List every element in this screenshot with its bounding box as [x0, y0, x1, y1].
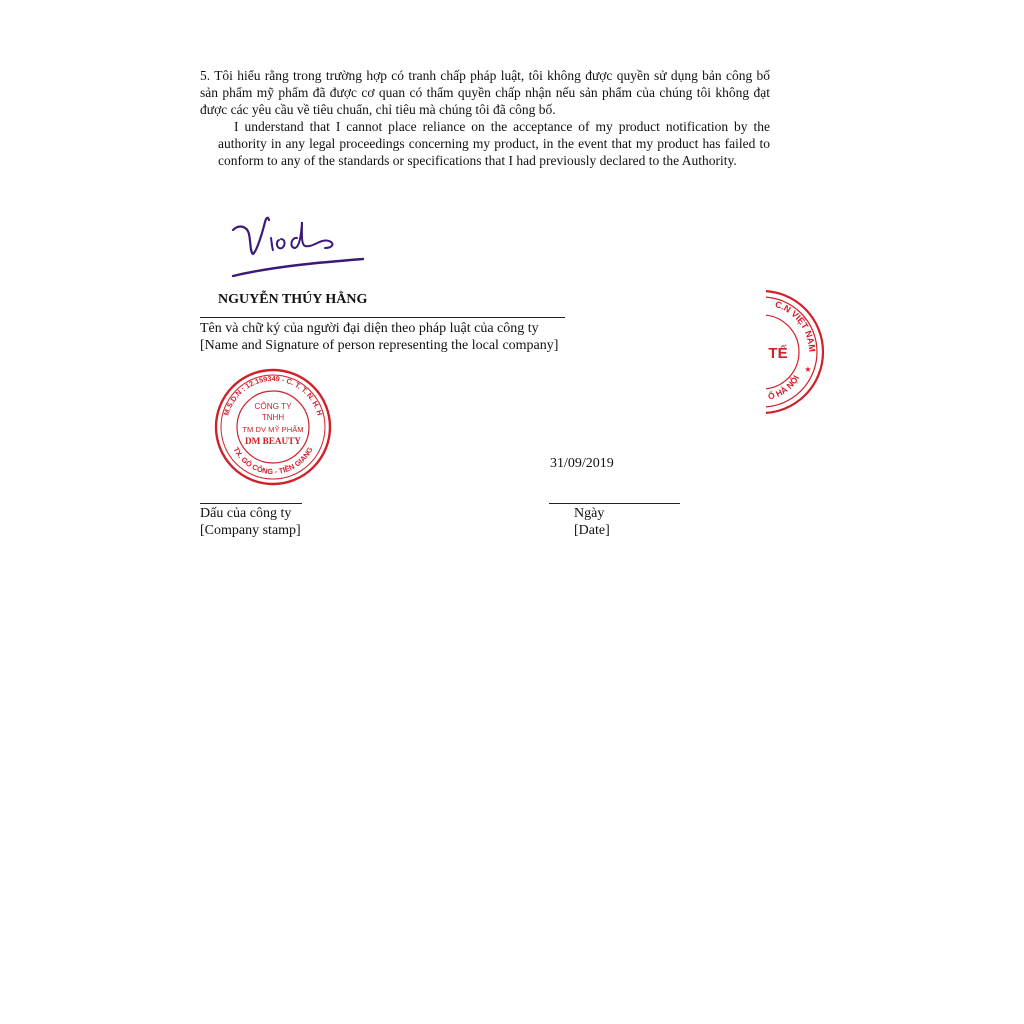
stamp-label-vi: Dấu của công ty [200, 506, 292, 521]
date-label-vi: Ngày [574, 506, 605, 521]
partial-stamp [766, 286, 826, 418]
clause-vi-text: Tôi hiểu rằng trong trường hợp có tranh chấp pháp luật, tôi không được quyền sử dụng bản công bố sản phẩm mỹ phẩm đã được cơ quan có thẩm quyền chấp nhận nếu sản phẩm của chúng tôi không đạt được các yêu cầu về tiêu chuẩn, chỉ tiêu mà chúng tôi đã công bố. [200, 68, 770, 117]
signature-line [200, 317, 565, 318]
signatory-label-vi: Tên và chữ ký của người đại diện theo pháp luật của công ty [200, 321, 539, 336]
signatory-label-en: [Name and Signature of person representing the local company] [200, 338, 559, 353]
star-icon: ★ [804, 365, 812, 374]
clause-number: 5. [200, 68, 211, 83]
stamp-line [200, 503, 302, 504]
stamp-line-2: TNHH [261, 413, 285, 422]
clause-en-paragraph: I understand that I cannot place reliance on the acceptance of my product notification by the authority in any legal proceedings concerning my product, in the event that my product has failed to conform to any of the standards or specifications that I had previously declared to the Authority. [218, 119, 770, 168]
stamp-ring-text: M.S.D.N : 12.159349 - C. T. T. N. H. H [221, 373, 325, 417]
clause-vi-paragraph [200, 68, 770, 118]
partial-stamp-center-text: TẾ [768, 345, 788, 362]
signatory-name: NGUYỄN THÚY HẰNG [218, 292, 368, 307]
stamp-line-3: TM DV MỸ PHẨM [242, 425, 304, 434]
date-value: 31/09/2019 [550, 456, 614, 471]
stamp-line-1: CÔNG TY [254, 402, 292, 411]
date-line [549, 503, 680, 504]
partial-stamp-ring-bottom-text: Ố HÀ NỘI [766, 373, 802, 402]
stamp-label-en: [Company stamp] [200, 523, 301, 538]
partial-stamp-ring-text: C.N VIỆT NAM [773, 299, 818, 353]
date-label-en: [Date] [574, 523, 610, 538]
stamp-line-4: DM BEAUTY [245, 436, 301, 446]
svg-text:TX. GÒ CÔNG - TIỀN GIANG [231, 445, 314, 476]
company-stamp [212, 366, 334, 488]
handwritten-signature [225, 208, 370, 283]
stamp-ring-bottom-text: TX. GÒ CÔNG - TIỀN GIANG [231, 445, 315, 477]
